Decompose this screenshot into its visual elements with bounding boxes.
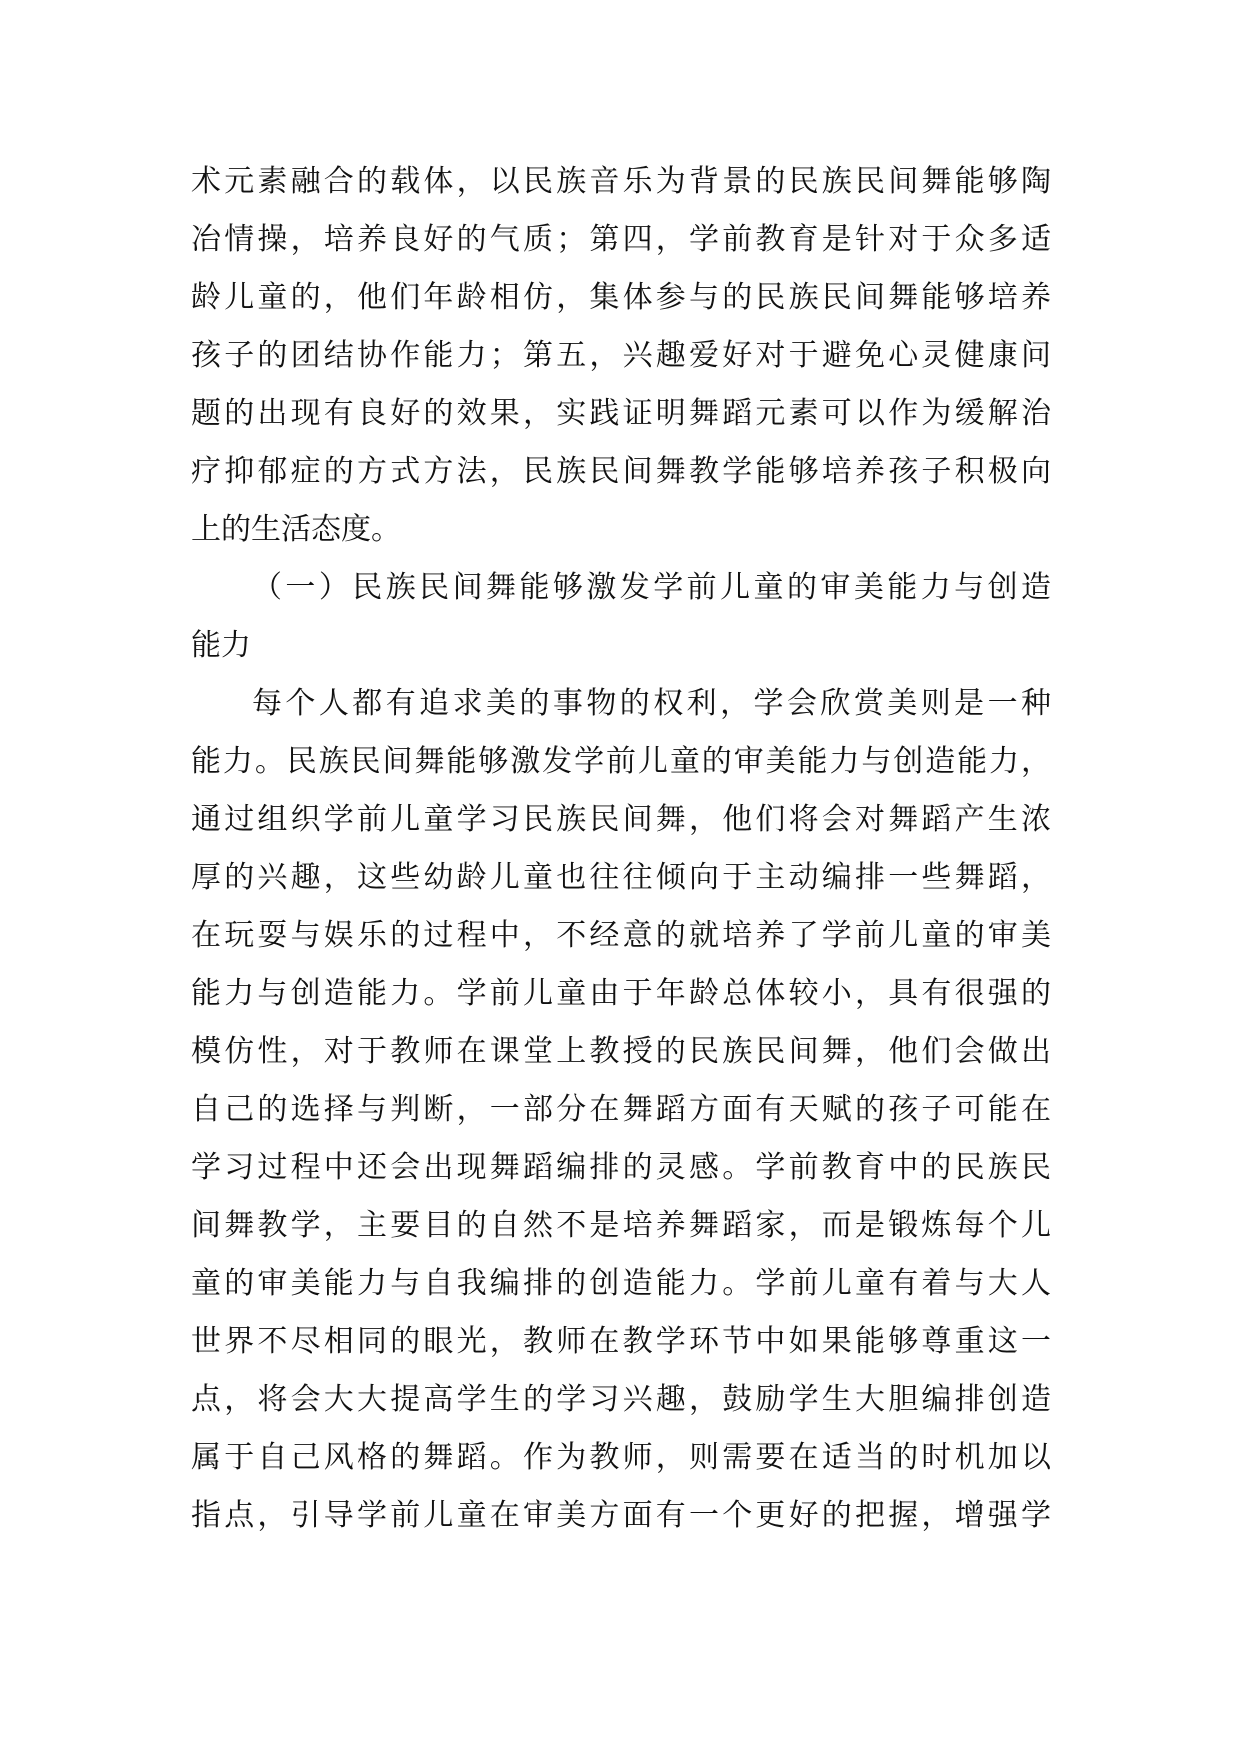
paragraph-line: 模仿性，对于教师在课堂上教授的民族民间舞，他们会做出 [191,1034,1051,1069]
paragraph-line: 疗抑郁症的方式方法，民族民间舞教学能够培养孩子积极向 [191,454,1051,489]
paragraph-line: 学习过程中还会出现舞蹈编排的灵感。学前教育中的民族民 [191,1150,1051,1185]
paragraph-line: 自己的选择与判断，一部分在舞蹈方面有天赋的孩子可能在 [191,1092,1051,1127]
paragraph-line: 孩子的团结协作能力；第五，兴趣爱好对于避免心灵健康问 [191,338,1051,373]
paragraph-line: 上的生活态度。 [191,512,401,547]
section-heading-continued: 能力 [191,628,251,663]
paragraph-line: 题的出现有良好的效果，实践证明舞蹈元素可以作为缓解治 [191,396,1051,431]
paragraph-line: 点，将会大大提高学生的学习兴趣，鼓励学生大胆编排创造 [191,1382,1051,1417]
paragraph-line: 在玩耍与娱乐的过程中，不经意的就培养了学前儿童的审美 [191,918,1051,953]
paragraph-line: 能力与创造能力。学前儿童由于年龄总体较小，具有很强的 [191,976,1051,1011]
paragraph-line: 间舞教学，主要目的自然不是培养舞蹈家，而是锻炼每个儿 [191,1208,1051,1243]
paragraph-line: 能力。民族民间舞能够激发学前儿童的审美能力与创造能力， [191,744,1051,779]
paragraph-line: 每个人都有追求美的事物的权利，学会欣赏美则是一种 [252,686,1051,721]
paragraph-line: 术元素融合的载体，以民族音乐为背景的民族民间舞能够陶 [191,164,1051,199]
paragraph-line: 厚的兴趣，这些幼龄儿童也往往倾向于主动编排一些舞蹈， [191,860,1051,895]
paragraph-line: 童的审美能力与自我编排的创造能力。学前儿童有着与大人 [191,1266,1051,1301]
section-heading: （一）民族民间舞能够激发学前儿童的审美能力与创造 [252,570,1051,605]
paragraph-line: 龄儿童的，他们年龄相仿，集体参与的民族民间舞能够培养 [191,280,1051,315]
paragraph-line: 通过组织学前儿童学习民族民间舞，他们将会对舞蹈产生浓 [191,802,1051,837]
paragraph-line: 冶情操，培养良好的气质；第四，学前教育是针对于众多适 [191,222,1051,257]
paragraph-line: 指点，引导学前儿童在审美方面有一个更好的把握，增强学 [191,1498,1051,1533]
paragraph-line: 属于自己风格的舞蹈。作为教师，则需要在适当的时机加以 [191,1440,1051,1475]
paragraph-line: 世界不尽相同的眼光，教师在教学环节中如果能够尊重这一 [191,1324,1051,1359]
